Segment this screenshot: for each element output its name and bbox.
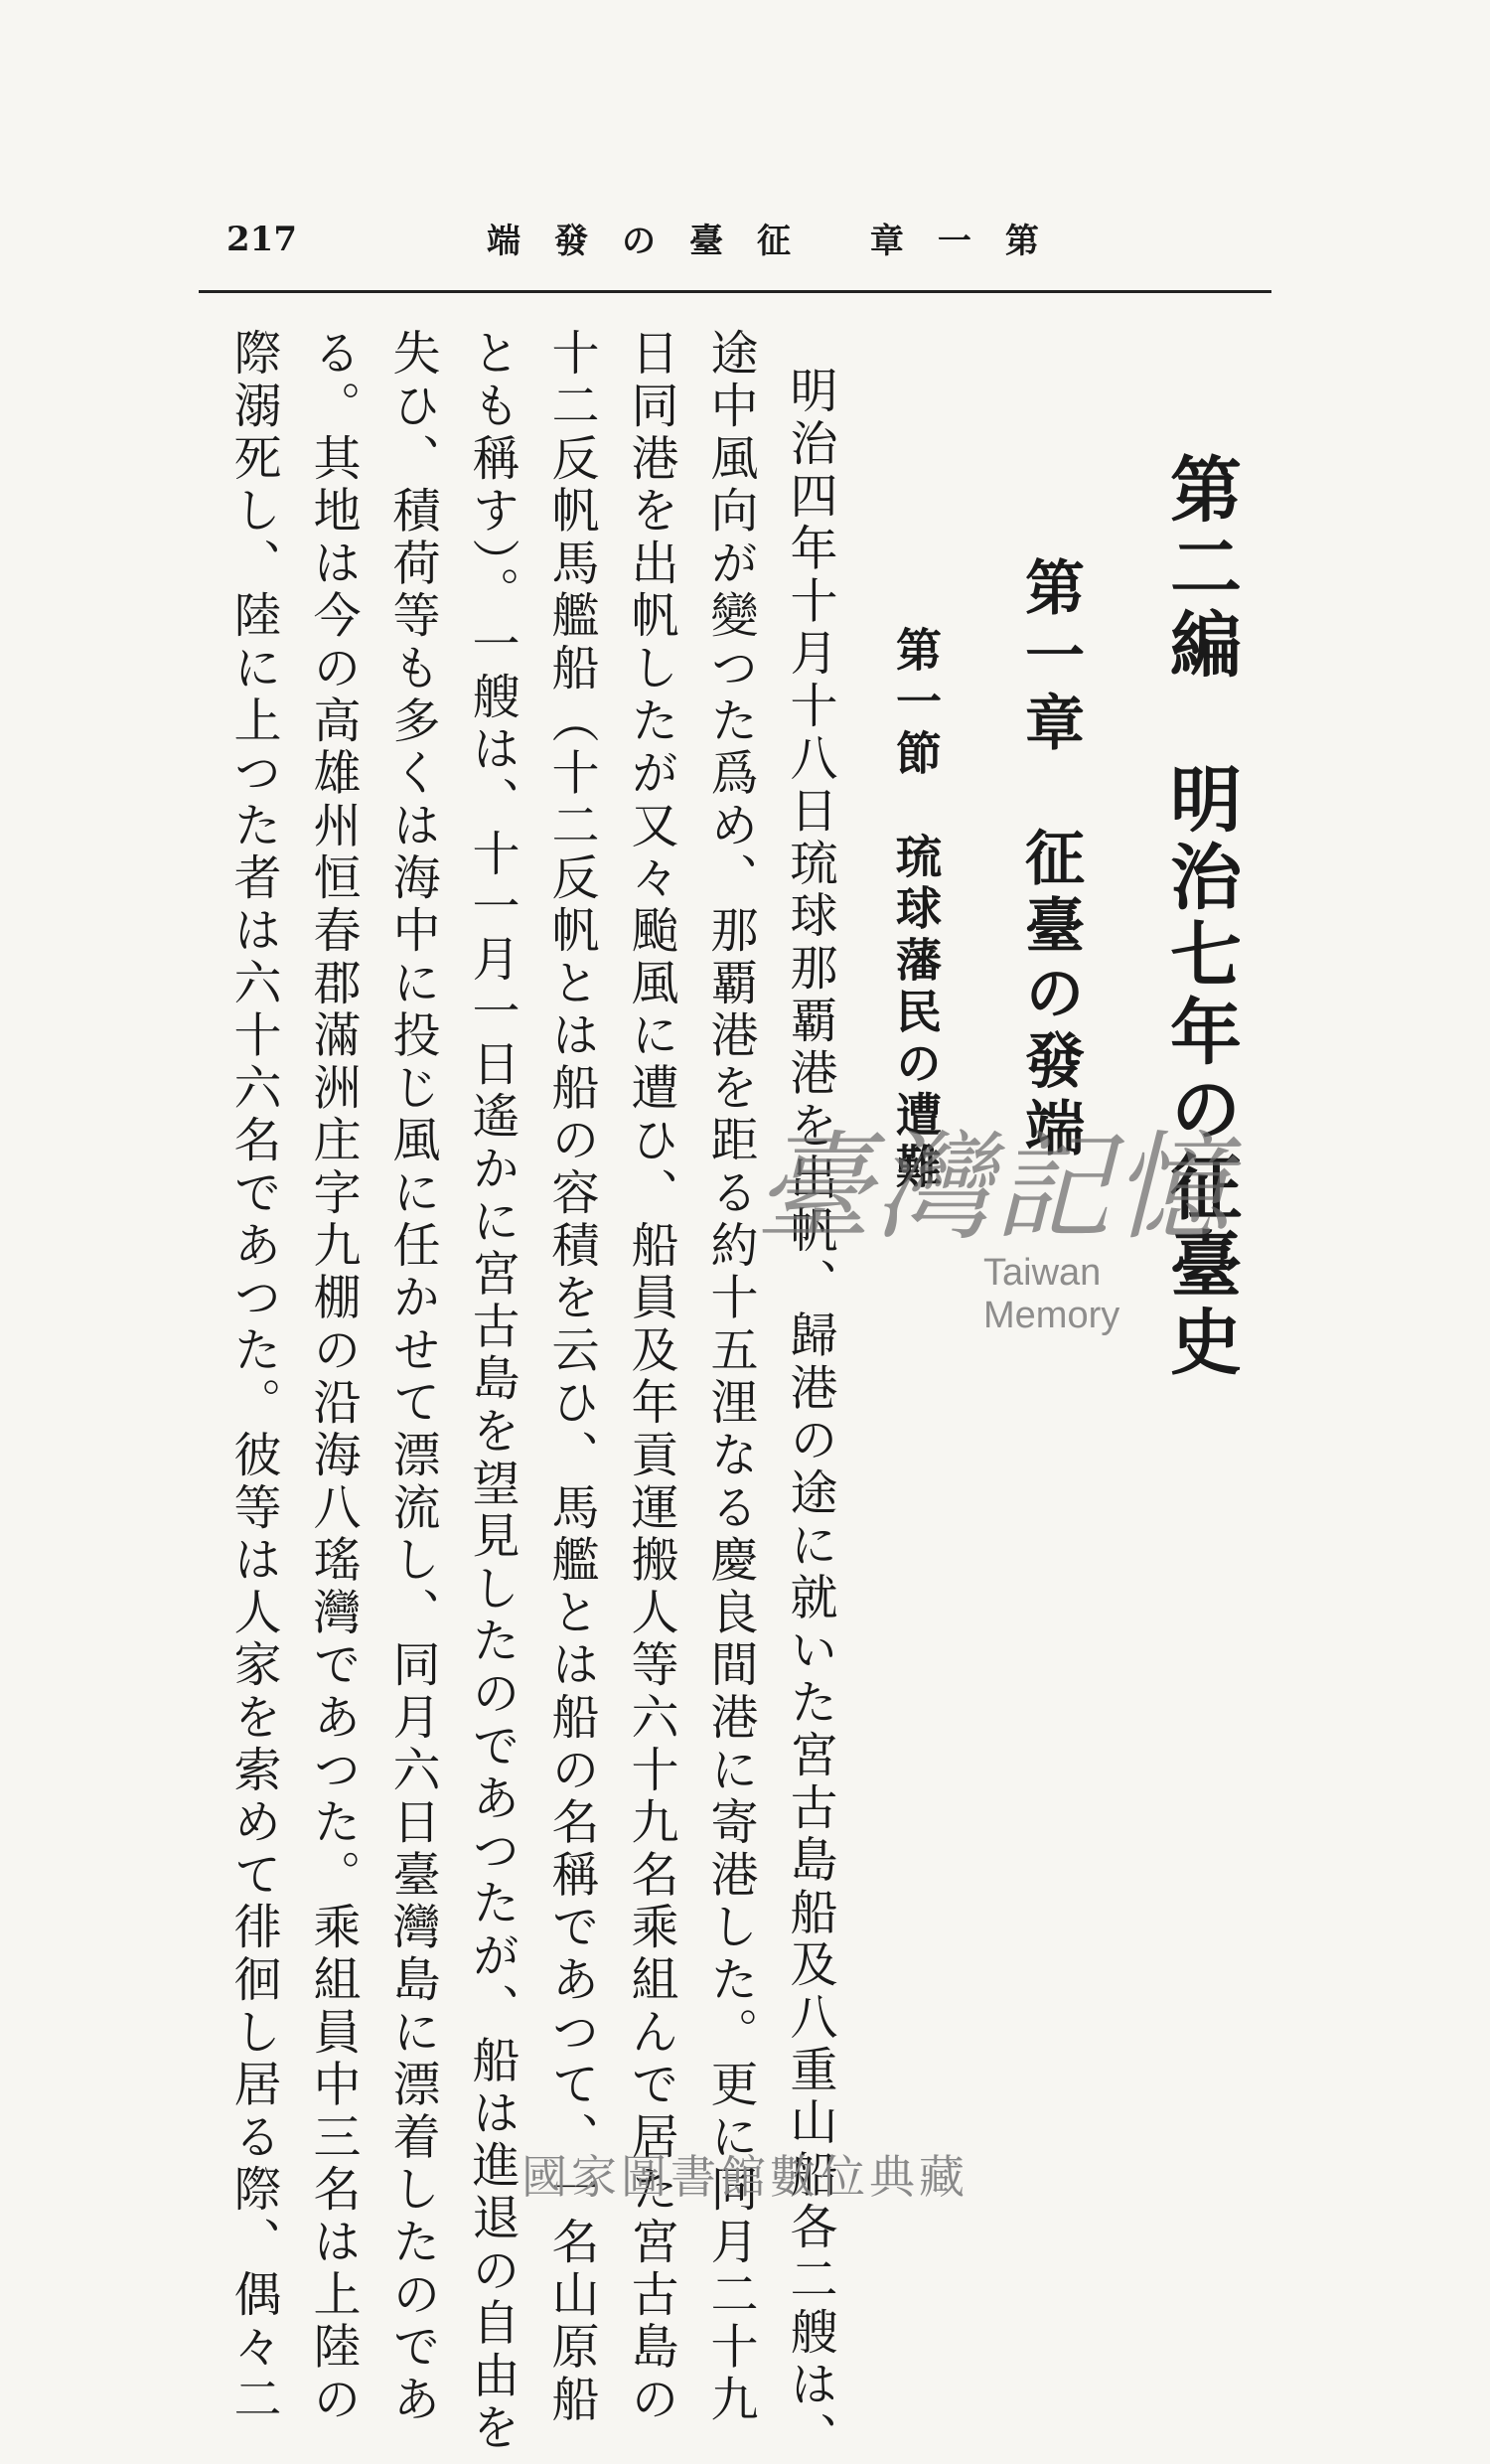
- part-title: 第二編 明治七年の征臺史: [1158, 452, 1243, 1382]
- running-head-title: 第一章 征臺の發端: [487, 222, 1073, 261]
- body-column-2: 途中風向が變つた爲め、那覇港を距る約十五浬なる慶良間港に寄港した。更に同月二十九: [702, 328, 758, 2426]
- body-column-8: 際溺死し、陸に上つた者は六十六名であつた。彼等は人家を索めて徘徊し居る際、偶々二: [225, 328, 281, 2426]
- body-column-6: 失ひ、積荷等も多くは海中に投じ風に任かせて漂流し、同月六日臺灣島に漂着したのであ: [384, 328, 440, 2426]
- body-column-3: 日同港を出帆したが又々颱風に遭ひ、船員及年貢運搬人等六十九名乘組んで居た宮古島の: [623, 328, 678, 2426]
- body-column-5: とも稱す）。一艘は、十一月一日遙かに宮古島を望見したのであつたが、船は進退の自由を: [464, 328, 520, 2455]
- section-title: 第一節 琉球藩民の遭難: [889, 626, 943, 1194]
- page-number: 217: [226, 220, 297, 259]
- body-column-1: 明治四年十月十八日琉球那覇港を出帆、歸港の途に就いた宮古島船及八重山船各二艘は、: [782, 366, 837, 2464]
- body-column-7: る。其地は今の高雄州恒春郡滿洲庄字九棚の沿海八瑤灣であつた。乘組員中三名は上陸の: [305, 328, 361, 2426]
- body-column-4: 十二反帆馬艦船（十二反帆とは船の容積を云ひ、馬艦とは船の名稱であつて、一名山原船: [543, 328, 599, 2426]
- header-rule: [199, 290, 1271, 293]
- watermark-latin: Taiwan Memory: [983, 1252, 1120, 1336]
- chapter-title: 第一章 征臺の發端: [1015, 556, 1085, 1164]
- running-head: [199, 214, 1271, 273]
- taiwan-memory-watermark: [755, 1093, 1233, 1336]
- watermark-logo-glyphs: 臺灣記憶: [755, 1119, 1233, 1256]
- library-footer: 國家圖書館數位典藏: [522, 2150, 968, 2204]
